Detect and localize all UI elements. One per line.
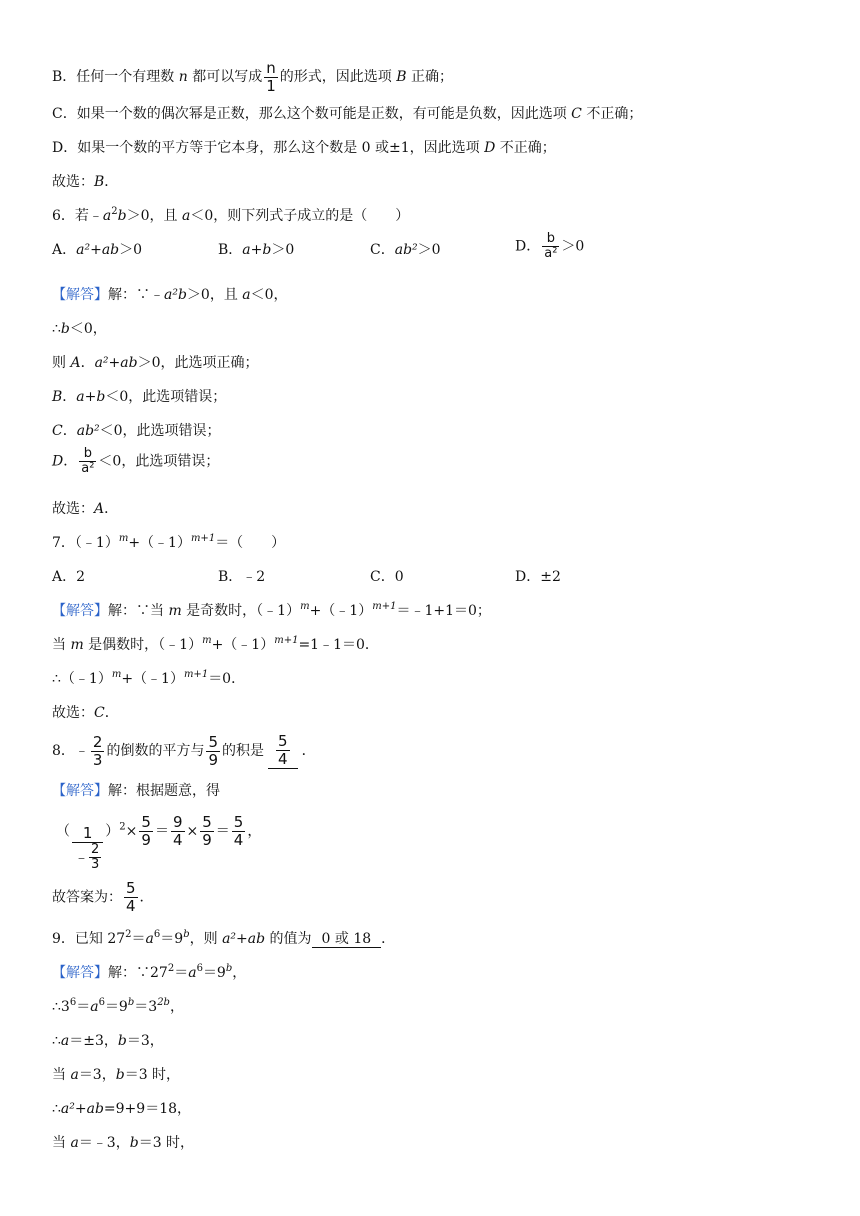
text: 故选： (52, 501, 94, 517)
text: ． (139, 889, 154, 906)
frac-num: 5 (208, 732, 219, 751)
sup: m+1 (274, 635, 299, 646)
q9-solution-5 (52, 1100, 191, 1118)
var: a (60, 1033, 70, 1049)
q9-solution-1 (52, 964, 246, 982)
text: （ (56, 823, 70, 840)
text: ． (301, 743, 316, 759)
frac-den: 3 (91, 856, 100, 872)
var: a (188, 965, 197, 981)
q6-option-d (515, 232, 584, 261)
q6-solution-5 (52, 422, 221, 440)
frac-den: 1 (266, 77, 276, 95)
var: D (52, 453, 64, 470)
frac-num: 5 (202, 813, 212, 831)
expr: a²+ab (222, 931, 266, 947)
frac-den: 9 (141, 831, 151, 849)
text: ， (169, 999, 184, 1015)
frac-num: 5 (278, 732, 288, 750)
var: B (396, 69, 407, 85)
var: a (70, 1067, 79, 1083)
fraction-5-4 (232, 814, 246, 849)
text: ＝3 时， (124, 1067, 181, 1083)
fraction-b-over-a2 (542, 232, 559, 261)
var: a (242, 287, 251, 303)
fraction-5-4 (268, 733, 298, 769)
text: 都可以写成 (187, 69, 263, 85)
var: b (117, 1033, 127, 1049)
q6-option-b (218, 241, 294, 259)
text: ， (247, 823, 262, 840)
option-b-explanation (52, 60, 453, 95)
text: ＜0，此选项错误； (99, 423, 221, 439)
text: 则 (52, 355, 71, 371)
text: 故选： (52, 705, 94, 721)
text: × (125, 823, 138, 840)
text: ＝ (76, 999, 91, 1015)
q7-solution-1 (52, 602, 491, 620)
expr: a+b (76, 389, 106, 405)
answer-blank: 0 或 18 (312, 931, 382, 948)
q7-choose (52, 704, 119, 722)
text: ＝3， (78, 1067, 116, 1083)
fraction-5-9 (200, 814, 214, 849)
frac-den: 4 (233, 831, 244, 849)
sup: m+1 (190, 533, 216, 544)
text: ＞0，且 (126, 208, 182, 224)
text: ＞0 (561, 238, 585, 255)
text: ＝±3， (69, 1033, 118, 1049)
var: b (60, 321, 70, 337)
text: 当 (52, 1135, 71, 1151)
var: m (70, 637, 84, 653)
answer-tag: 【解答】 (52, 965, 108, 981)
text: ∴3 (52, 999, 70, 1015)
text: ＝3 时， (138, 1135, 195, 1151)
fraction-2-3 (91, 734, 105, 769)
text: ． (62, 389, 77, 405)
var: b (129, 1135, 139, 1151)
text: ＜0， (250, 287, 288, 303)
q7-option-a: A．2 (52, 569, 86, 585)
q9-solution-3 (52, 1032, 164, 1050)
q7-stem (52, 534, 285, 552)
text: C．如果一个数的偶次幂是正数，那么这个数可能是正数，有可能是负数，因此选项 (52, 106, 572, 122)
var: b (115, 1067, 125, 1083)
text: 是奇数时，（﹣1） (181, 603, 301, 619)
q9-solution-6 (52, 1134, 194, 1152)
q9-solution-4 (52, 1066, 180, 1084)
fraction-9-4 (171, 814, 185, 849)
text: 解：∵当 (108, 603, 169, 619)
q9-solution-2 (52, 998, 184, 1016)
text: ＝3 (134, 999, 158, 1015)
expr: a²+ab (76, 242, 120, 258)
text: ＝﹣3， (78, 1135, 130, 1151)
q7-solution-2 (52, 636, 379, 654)
q6-option-c (370, 241, 441, 259)
text: 解：∵27 (108, 965, 168, 981)
label: D． (515, 238, 541, 255)
text: ＞0，且 (186, 287, 243, 303)
var-n: n (178, 69, 188, 85)
text: ＝3， (126, 1033, 164, 1049)
text: 的积是 (222, 743, 265, 759)
q6-solution-3 (52, 354, 259, 372)
q7-option-d: D．±2 (515, 569, 561, 585)
text: ． (62, 423, 77, 439)
sup: 6 (98, 997, 105, 1008)
var: B (52, 389, 63, 405)
text: × (186, 823, 199, 840)
sup: m+1 (372, 601, 397, 612)
expr: ab² (394, 242, 418, 258)
answer: B (94, 174, 105, 190)
text: ＝ (131, 931, 146, 947)
var: C (52, 423, 63, 439)
var: a (90, 999, 99, 1015)
option-d-explanation (52, 139, 556, 157)
sup: 2 (167, 963, 175, 974)
sup: b (183, 929, 190, 940)
sup: 6 (196, 963, 203, 974)
text: +（﹣1） (128, 535, 191, 551)
text: 6．若﹣ (52, 208, 103, 224)
text: 9．已知 27 (52, 931, 126, 947)
sup: 2 (111, 206, 118, 217)
text: ＝9 (160, 931, 184, 947)
answer-tag: 【解答】 (52, 287, 108, 303)
q6-solution-4 (52, 388, 226, 406)
fraction-b-over-a2 (79, 447, 96, 476)
frac-num: 1 (72, 825, 103, 843)
q8-calculation (56, 814, 261, 872)
expr: a²b (164, 287, 187, 303)
expr: a²+ab (94, 355, 138, 371)
text: ， (232, 965, 247, 981)
text: ． (104, 501, 119, 517)
text: ＞0 (271, 242, 295, 258)
text: ＝（ ） (215, 535, 286, 551)
frac-num: 5 (233, 813, 244, 831)
text: ＜0， (69, 321, 107, 337)
fraction-5-9 (139, 814, 153, 849)
q6-stem (52, 207, 409, 225)
text: ＜0，则下列式子成立的是（ ） (190, 208, 410, 224)
q7-solution-3 (52, 670, 245, 688)
text: =9+9＝18， (103, 1101, 192, 1117)
label: A． (52, 242, 77, 258)
answer: A (94, 501, 105, 517)
text: ∴ (52, 321, 61, 337)
frac-den: 4 (126, 897, 136, 915)
frac-num: n (264, 60, 278, 78)
frac-num: b (542, 232, 559, 247)
answer-blank (264, 732, 302, 768)
frac-num: 2 (92, 732, 103, 751)
var: a (102, 208, 112, 224)
text: 8．﹣ (52, 743, 89, 759)
text: 当 (52, 1067, 71, 1083)
text: ． (63, 453, 78, 470)
answer-tag: 【解答】 (52, 783, 108, 799)
text: ＝﹣1+1＝0； (396, 603, 491, 619)
frac-den: 3 (92, 750, 103, 769)
frac-num: 5 (141, 813, 151, 831)
text: 不正确； (581, 106, 643, 122)
text: ＞0 (119, 242, 143, 258)
text: 7．（﹣1） (52, 535, 119, 551)
expr: ab² (76, 423, 100, 439)
text: ＝ (154, 823, 169, 840)
text: ＝9 (104, 999, 128, 1015)
text: ． (104, 705, 119, 721)
text: ∴（﹣1） (52, 671, 112, 687)
q7-option-c: C．0 (370, 569, 404, 585)
sup: 2 (125, 929, 132, 940)
text: 的值为 (265, 931, 312, 947)
text: +（﹣1） (309, 603, 373, 619)
q6-choose (52, 500, 118, 518)
expr: a+b (242, 242, 272, 258)
text: 的倒数的平方与 (106, 743, 205, 759)
q8-answer (52, 880, 154, 915)
text: 的形式，因此选项 (279, 69, 397, 85)
sup: m (118, 533, 129, 544)
frac-den (72, 843, 103, 872)
frac-num: 9 (172, 813, 183, 831)
frac-num: 2 (91, 841, 100, 857)
q6-solution-1 (52, 286, 288, 304)
sup: b (127, 997, 135, 1008)
var: a (181, 208, 191, 224)
frac-den: 9 (208, 750, 219, 769)
sup: b (225, 963, 233, 974)
text: ． (80, 355, 95, 371)
text: ＝0． (208, 671, 246, 687)
var: A (70, 355, 81, 371)
text: ＝9 (202, 965, 226, 981)
q9-stem (52, 930, 395, 948)
frac-den: a² (544, 246, 558, 261)
var: b (117, 208, 127, 224)
text: B．任何一个有理数 (52, 69, 179, 85)
sup: 2 (119, 821, 126, 833)
var: C (571, 106, 582, 122)
expr: a²+ab (60, 1101, 104, 1117)
text: 当 (52, 637, 71, 653)
var: m (168, 603, 182, 619)
text: 故答案为： (52, 889, 122, 906)
label: B． (218, 242, 243, 258)
text: D．如果一个数的平方等于它本身，那么这个数是 0 或±1，因此选项 (52, 140, 485, 156)
text: ＝ (215, 823, 230, 840)
frac-den: a² (81, 461, 95, 476)
text: ＜0，此选项错误； (105, 389, 227, 405)
text: ＜0，此选项错误； (98, 453, 220, 470)
choose-line (52, 173, 118, 191)
text: 解：根据题意，得 (108, 783, 220, 799)
q6-option-a (52, 241, 142, 259)
complex-fraction (72, 825, 103, 872)
text: ∴ (52, 1101, 61, 1117)
sup: 6 (69, 997, 77, 1008)
answer-tag: 【解答】 (52, 603, 108, 619)
text: +（﹣1） (211, 637, 275, 653)
frac-den: 9 (202, 831, 212, 849)
text: ＝ (174, 965, 189, 981)
fraction-5-9 (206, 734, 220, 769)
q6-solution-2 (52, 320, 107, 338)
text: 解：∵﹣ (108, 287, 164, 303)
text: ＞0 (417, 242, 441, 258)
text: 正确； (406, 69, 453, 85)
text: 是偶数时，（﹣1） (83, 637, 203, 653)
frac-den: 4 (278, 750, 288, 768)
fraction-2-3 (89, 843, 101, 872)
var: a (70, 1135, 79, 1151)
sup: m (111, 669, 122, 680)
q8-stem (52, 733, 316, 769)
text: ． (381, 931, 396, 947)
q7-option-b: B．﹣2 (218, 569, 266, 585)
fraction-5-4 (124, 880, 138, 915)
option-c-explanation (52, 105, 642, 123)
sup: m (202, 635, 212, 646)
var: a (145, 931, 154, 947)
frac-num: b (79, 447, 96, 462)
sup: 2b (157, 997, 170, 1008)
sup: 6 (153, 929, 161, 940)
answer: C (94, 705, 105, 721)
q6-solution-6 (52, 447, 219, 476)
fraction-n-over-1 (264, 60, 278, 95)
text: 不正确； (495, 140, 556, 156)
sup: m (300, 601, 310, 612)
q8-solution-1 (52, 782, 220, 800)
text: +（﹣1） (121, 671, 184, 687)
label: C． (370, 242, 395, 258)
frac-num: 5 (126, 879, 136, 897)
minus: ﹣ (74, 847, 90, 866)
text: ＞0，此选项正确； (137, 355, 259, 371)
text: =1﹣1＝0． (298, 637, 379, 653)
text: ． (104, 174, 119, 190)
text: ∴ (52, 1033, 61, 1049)
frac-den: 4 (172, 831, 183, 849)
text: ，则 (189, 931, 223, 947)
sup: m+1 (183, 669, 209, 680)
text: 故选： (52, 174, 94, 190)
text: ） (105, 823, 120, 840)
var: D (484, 140, 496, 156)
